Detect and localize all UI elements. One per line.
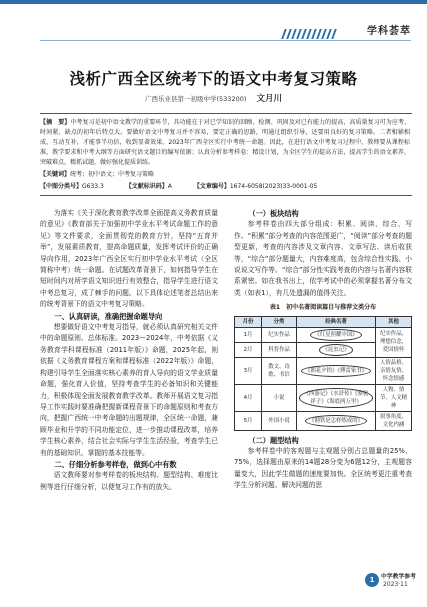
table-cell-category: 外国小说: [262, 411, 297, 430]
section-label: 学科荟萃: [367, 26, 411, 37]
table-header-cell: 经典名著: [297, 316, 376, 327]
reading-table: [234, 316, 412, 431]
table-cell-month: 1月: [235, 327, 262, 342]
clc-label: 【中图分类号】: [40, 183, 83, 190]
section-heading-1: 一、认真研读，准确把握命题导向: [54, 311, 163, 321]
table-header-cell: 其他: [376, 316, 412, 327]
subsection-heading-2: （二）题型结构: [248, 435, 299, 445]
table-cell-other: 纪实作品、理想信念，爱国情怀: [376, 327, 412, 357]
table-cell-category: 纪实作品: [262, 327, 297, 342]
table-cell-other: 叙事角度、文化内涵: [376, 411, 412, 430]
works-oval: 《朝花夕拾》《傅雷家书》: [301, 365, 371, 377]
table-header-cell: 月份: [235, 316, 262, 327]
table-row: [235, 357, 412, 384]
subsection-2-paragraph: 参考样卷中的客观题与主观题分别占总题量的25%、75%，选择题由原来的14题28分变为6题12分，主观题容量变大，因此学生做题的速度要加快。全区统考更注重考查学生分析问题、解决问题的思: [234, 447, 412, 490]
table-header-cell: 分类: [262, 316, 297, 327]
table-cell-category: 散文、诗歌、书信: [262, 357, 297, 384]
table-cell-month: 5月: [235, 411, 262, 430]
table-cell-works: [297, 384, 376, 411]
abstract-bottom-rule: [40, 195, 412, 196]
table-cell-works: [297, 342, 376, 357]
affiliation: 广西乐业县第一初级中学(533200): [145, 95, 247, 103]
table-cell-works: [297, 357, 376, 384]
abstract-label: 【摘 要】: [40, 119, 71, 126]
section-2-paragraph: 语文教师要对参考样卷的板块结构、题型结构、难度比例等进行仔细分析，以便复习工作有的放矢。: [40, 471, 218, 491]
header-decoration: [283, 24, 343, 34]
header-color-band: [0, 0, 427, 4]
table-row: [235, 384, 412, 411]
abstract-text: 中考复习是初中语文教学的重要环节，具功能在于对已学知识的回顾、检测、巩固及对已有能力的提高，高质量复习可为应考、时间紧、缺点的初年后特点大。要做好语文中考复习并不容易，要定正确的思路，明通过组织引导，还要用良好的复习策略。二者相辅相成，互动互补，才能事半功倍，收到显著效果。2023年广西全区实行中考统一命题。因此，在进行语文中考复习过程中，教师要从课程标准，教学要求和中考大纲等方面研究语文题目的编写依据；认真分析参考样卷：精设计划，为全区学生的提高方法，提高学生的语文素养，突破难点，精抓试题，做好强化提质训练。: [40, 119, 410, 166]
page-number: 1: [365, 573, 379, 587]
works-oval: 《红星照耀中国》: [310, 329, 361, 341]
table-cell-category: 科普作品: [262, 342, 297, 357]
doc-code-label: 【文献标识码】: [125, 183, 168, 190]
table-cell-works: [297, 411, 376, 430]
byline: [0, 92, 427, 104]
article-no-value: 1674-6058(2023)33-0001-05: [229, 183, 318, 190]
abstract: [40, 118, 410, 168]
abstract-top-rule: [40, 113, 412, 114]
issue-date: 2023·11: [383, 581, 408, 588]
section-1-paragraph: 想要做好语文中考复习指导，就必须认真研究相关文件中的命题原则、总体标准。2023—2024年，中考依据《义务教育学科课程标准（2011年版）》命题，2025年起，则依据《义务教育课程方案和课程标准（2022年版）》命题，构建引导学生全面落实核心素养的育人导向的语文学业质量命题，强化育人价值，坚持考查学生的必备知识和关键能力，积极体现全面发展教育教学改革。教师开展语文复习指导工作实践时要准确把握新课程背景下的命题原则和考查方向，把握广西统一中考命题的出题规律，全区统一命题，兼顾毕业和升学的不同功能定位，进一步推动课程改革，培养学生核心素养，结合社会实际与学生生活经验，考查学生已有的基础知识、掌握的基本技能等。: [40, 323, 218, 457]
classification-row: [40, 181, 410, 190]
table-row: [235, 327, 412, 342]
works-oval: 《钢铁是怎样炼成的》: [305, 415, 367, 427]
table-cell-category: 小说: [262, 384, 297, 411]
subsection-1-paragraph: 参考样卷由四大部分组成：积累、阅读、综合、写作。“积累”部分考查的内容范围更广，“阅读”部分考查的题型更新，考查的内容涉及文章内容、文章写法、读后收获等，“综合”部分题量大，内容难度高，包含综合性实践、小说说文写作等。“综合”部分性实践考查的内容与名著内容联系紧密。如在我书出上，依学考试中的必须掌握名著分布文类（如表1），有几处遗漏的值得关注。: [234, 220, 412, 297]
header-rule: [40, 40, 411, 41]
article-title: 浅析广西全区统考下的语文中考复习策略: [69, 70, 358, 88]
keywords-label: 【关键词】: [40, 171, 71, 178]
page-header: [0, 0, 427, 50]
clc-value: G633.3: [82, 183, 104, 190]
right-column: [234, 208, 412, 492]
table-cell-month: 3月: [235, 357, 262, 384]
section-heading-2: 二、仔细分析参考样卷，做到心中有数: [54, 459, 177, 469]
doc-code-value: A: [167, 183, 172, 190]
page-footer: [365, 571, 416, 595]
journal-name: 中学教学参考: [381, 574, 416, 580]
author-name: 文月川: [256, 94, 282, 104]
table-cell-month: 4月: [235, 384, 262, 411]
table-header-row: [235, 316, 412, 327]
table-cell-month: 2月: [235, 342, 262, 357]
works-oval: 《西游记》《水浒传》《骆驼祥子》《海底两万里》: [299, 388, 373, 408]
left-column: [40, 208, 218, 493]
table-row: [235, 411, 412, 430]
table-cell-other: 人情品格、亲情友情、怀念情感: [376, 357, 412, 384]
keywords: 统考；初中语文；中考复习策略: [70, 171, 155, 178]
keywords-line: [40, 169, 410, 178]
works-oval: 《昆虫记》: [319, 344, 354, 356]
table-cell-other: 人物、情节、人文精神: [376, 384, 412, 411]
article-no-label: 【文章编号】: [193, 183, 230, 190]
table-caption: 表1 初中名著阅读篇目与推荐文类分布: [269, 304, 377, 312]
table-cell-works: [297, 327, 376, 342]
subsection-heading-1: （一）板块结构: [248, 209, 299, 218]
intro-paragraph: 为落实《关于深化教育教学改革全面提高义务教育质量的意见》《教育部关于加强初中学业水平考试命题工作的意见》等文件要求，全面贯彻党的教育方针，坚持“五育并举”，发展素质教育，提高命题质量，发挥考试评价的正确导向作用，2023年广西全区实行初中学业水平考试（全区简称中考）统一命题。在试题改革背景下，如何指导学生在短时间内对所学语文知识进行有效整合，指导学生进行语文中考总复习，成了棘手的问题。以下具体论述笔者总结出来的统考背景下的语文中考复习策略。: [40, 209, 218, 309]
